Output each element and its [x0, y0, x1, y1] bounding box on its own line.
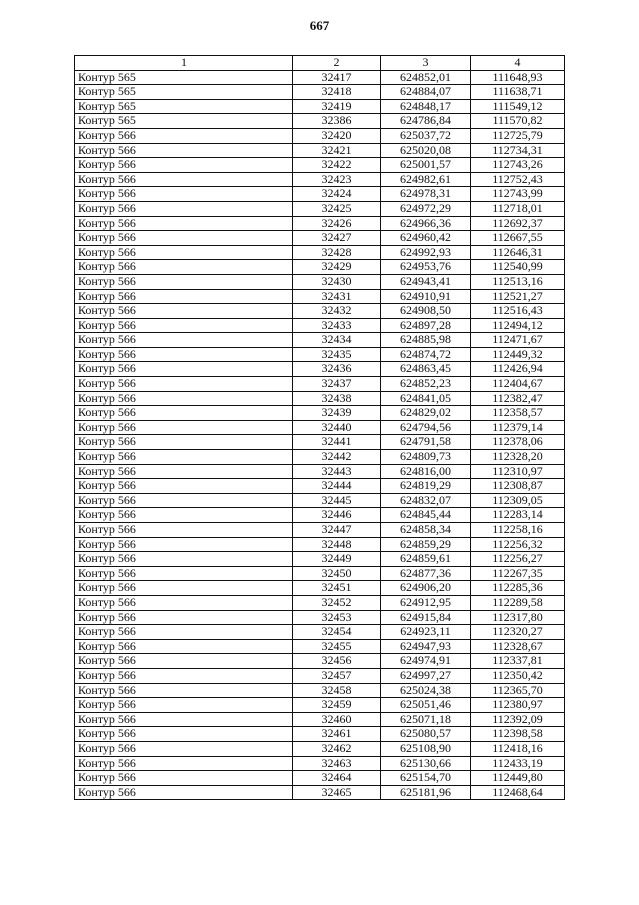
- table-row: [75, 698, 565, 713]
- x-coordinate-cell: 624997,27: [381, 668, 471, 683]
- point-number-cell: 32460: [293, 712, 381, 727]
- contour-name-cell: Контур 566: [75, 420, 293, 435]
- contour-name-cell: Контур 566: [75, 231, 293, 246]
- table-row: [75, 712, 565, 727]
- y-coordinate-cell: 111648,93: [471, 70, 565, 85]
- x-coordinate-cell: 624809,73: [381, 450, 471, 465]
- x-coordinate-cell: 624791,58: [381, 435, 471, 450]
- table-row: [75, 70, 565, 85]
- contour-name-cell: Контур 566: [75, 187, 293, 202]
- table-row: [75, 420, 565, 435]
- table-row: [75, 450, 565, 465]
- table-row: [75, 231, 565, 246]
- y-coordinate-cell: 112256,32: [471, 537, 565, 552]
- contour-name-cell: Контур 566: [75, 450, 293, 465]
- table-row: [75, 318, 565, 333]
- x-coordinate-cell: 624960,42: [381, 231, 471, 246]
- x-coordinate-cell: 624910,91: [381, 289, 471, 304]
- contour-name-cell: Контур 566: [75, 727, 293, 742]
- table-row: [75, 143, 565, 158]
- table-row: [75, 493, 565, 508]
- point-number-cell: 32422: [293, 158, 381, 173]
- point-number-cell: 32461: [293, 727, 381, 742]
- point-number-cell: 32459: [293, 698, 381, 713]
- contour-name-cell: Контур 566: [75, 304, 293, 319]
- y-coordinate-cell: 112358,57: [471, 406, 565, 421]
- x-coordinate-cell: 624848,17: [381, 99, 471, 114]
- x-coordinate-cell: 624897,28: [381, 318, 471, 333]
- point-number-cell: 32464: [293, 771, 381, 786]
- y-coordinate-cell: 112734,31: [471, 143, 565, 158]
- x-coordinate-cell: 624858,34: [381, 523, 471, 538]
- contour-name-cell: Контур 566: [75, 654, 293, 669]
- table-row: [75, 245, 565, 260]
- contour-name-cell: Контур 566: [75, 639, 293, 654]
- table-row: [75, 741, 565, 756]
- y-coordinate-cell: 112404,67: [471, 377, 565, 392]
- table-row: [75, 668, 565, 683]
- table-row: [75, 537, 565, 552]
- point-number-cell: 32447: [293, 523, 381, 538]
- y-coordinate-cell: 112308,87: [471, 479, 565, 494]
- table-row: [75, 595, 565, 610]
- contour-name-cell: Контур 566: [75, 245, 293, 260]
- point-number-cell: 32421: [293, 143, 381, 158]
- table-row: [75, 435, 565, 450]
- point-number-cell: 32451: [293, 581, 381, 596]
- x-coordinate-cell: 624982,61: [381, 172, 471, 187]
- point-number-cell: 32423: [293, 172, 381, 187]
- table-row: [75, 610, 565, 625]
- table-row: [75, 377, 565, 392]
- table-row: [75, 639, 565, 654]
- y-coordinate-cell: 112309,05: [471, 493, 565, 508]
- point-number-cell: 32445: [293, 493, 381, 508]
- x-coordinate-cell: 624845,44: [381, 508, 471, 523]
- point-number-cell: 32438: [293, 391, 381, 406]
- contour-name-cell: Контур 566: [75, 362, 293, 377]
- y-coordinate-cell: 112289,58: [471, 595, 565, 610]
- contour-name-cell: Контур 566: [75, 289, 293, 304]
- y-coordinate-cell: 112752,43: [471, 172, 565, 187]
- table-row: [75, 187, 565, 202]
- y-coordinate-cell: 112471,67: [471, 333, 565, 348]
- table-row: [75, 785, 565, 800]
- table-row: [75, 625, 565, 640]
- y-coordinate-cell: 112350,42: [471, 668, 565, 683]
- table-body: [75, 56, 565, 800]
- point-number-cell: 32442: [293, 450, 381, 465]
- x-coordinate-cell: 624832,07: [381, 493, 471, 508]
- y-coordinate-cell: 112426,94: [471, 362, 565, 377]
- table-row: [75, 479, 565, 494]
- contour-name-cell: Контур 566: [75, 347, 293, 362]
- contour-name-cell: Контур 566: [75, 201, 293, 216]
- y-coordinate-cell: 112256,27: [471, 552, 565, 567]
- x-coordinate-cell: 624877,36: [381, 566, 471, 581]
- contour-name-cell: Контур 566: [75, 610, 293, 625]
- contour-name-cell: Контур 566: [75, 508, 293, 523]
- point-number-cell: 32429: [293, 260, 381, 275]
- point-number-cell: 32436: [293, 362, 381, 377]
- x-coordinate-cell: 625130,66: [381, 756, 471, 771]
- table-row: [75, 289, 565, 304]
- contour-name-cell: Контур 566: [75, 625, 293, 640]
- column-header-4: 4: [471, 56, 565, 71]
- point-number-cell: 32450: [293, 566, 381, 581]
- point-number-cell: 32433: [293, 318, 381, 333]
- x-coordinate-cell: 624947,93: [381, 639, 471, 654]
- point-number-cell: 32463: [293, 756, 381, 771]
- contour-name-cell: Контур 566: [75, 581, 293, 596]
- point-number-cell: 32446: [293, 508, 381, 523]
- x-coordinate-cell: 624912,95: [381, 595, 471, 610]
- x-coordinate-cell: 624863,45: [381, 362, 471, 377]
- table-row: [75, 201, 565, 216]
- table-row: [75, 114, 565, 129]
- point-number-cell: 32453: [293, 610, 381, 625]
- table-row: [75, 99, 565, 114]
- y-coordinate-cell: 112743,99: [471, 187, 565, 202]
- contour-name-cell: Контур 566: [75, 391, 293, 406]
- table-row: [75, 391, 565, 406]
- contour-name-cell: Контур 566: [75, 260, 293, 275]
- contour-name-cell: Контур 566: [75, 756, 293, 771]
- y-coordinate-cell: 112418,16: [471, 741, 565, 756]
- point-number-cell: 32455: [293, 639, 381, 654]
- table-row: [75, 406, 565, 421]
- y-coordinate-cell: 112398,58: [471, 727, 565, 742]
- contour-name-cell: Контур 566: [75, 493, 293, 508]
- table-row: [75, 581, 565, 596]
- y-coordinate-cell: 112667,55: [471, 231, 565, 246]
- contour-name-cell: Контур 566: [75, 785, 293, 800]
- x-coordinate-cell: 624966,36: [381, 216, 471, 231]
- y-coordinate-cell: 112258,16: [471, 523, 565, 538]
- y-coordinate-cell: 112378,06: [471, 435, 565, 450]
- x-coordinate-cell: 624992,93: [381, 245, 471, 260]
- table-row: [75, 158, 565, 173]
- point-number-cell: 32444: [293, 479, 381, 494]
- y-coordinate-cell: 112540,99: [471, 260, 565, 275]
- x-coordinate-cell: 624852,23: [381, 377, 471, 392]
- point-number-cell: 32424: [293, 187, 381, 202]
- point-number-cell: 32458: [293, 683, 381, 698]
- x-coordinate-cell: 624841,05: [381, 391, 471, 406]
- contour-name-cell: Контур 565: [75, 114, 293, 129]
- table-row: [75, 523, 565, 538]
- point-number-cell: 32430: [293, 274, 381, 289]
- contour-name-cell: Контур 566: [75, 566, 293, 581]
- point-number-cell: 32426: [293, 216, 381, 231]
- contour-name-cell: Контур 566: [75, 464, 293, 479]
- contour-name-cell: Контур 566: [75, 668, 293, 683]
- contour-name-cell: Контур 566: [75, 523, 293, 538]
- point-number-cell: 32435: [293, 347, 381, 362]
- y-coordinate-cell: 112379,14: [471, 420, 565, 435]
- y-coordinate-cell: 112392,09: [471, 712, 565, 727]
- column-header-2: 2: [293, 56, 381, 71]
- y-coordinate-cell: 112380,97: [471, 698, 565, 713]
- point-number-cell: 32439: [293, 406, 381, 421]
- x-coordinate-cell: 624819,29: [381, 479, 471, 494]
- x-coordinate-cell: 625181,96: [381, 785, 471, 800]
- point-number-cell: 32462: [293, 741, 381, 756]
- y-coordinate-cell: 112267,35: [471, 566, 565, 581]
- table-row: [75, 347, 565, 362]
- contour-name-cell: Контур 566: [75, 216, 293, 231]
- x-coordinate-cell: 624953,76: [381, 260, 471, 275]
- y-coordinate-cell: 112743,26: [471, 158, 565, 173]
- column-header-1: 1: [75, 56, 293, 71]
- contour-name-cell: Контур 565: [75, 85, 293, 100]
- table-row: [75, 727, 565, 742]
- x-coordinate-cell: 624794,56: [381, 420, 471, 435]
- table-row: [75, 85, 565, 100]
- y-coordinate-cell: 112317,80: [471, 610, 565, 625]
- point-number-cell: 32465: [293, 785, 381, 800]
- point-number-cell: 32452: [293, 595, 381, 610]
- table-row: [75, 128, 565, 143]
- y-coordinate-cell: 112433,19: [471, 756, 565, 771]
- column-header-3: 3: [381, 56, 471, 71]
- contour-name-cell: Контур 566: [75, 552, 293, 567]
- point-number-cell: 32456: [293, 654, 381, 669]
- contour-name-cell: Контур 566: [75, 595, 293, 610]
- contour-name-cell: Контур 566: [75, 172, 293, 187]
- y-coordinate-cell: 111638,71: [471, 85, 565, 100]
- table-row: [75, 172, 565, 187]
- point-number-cell: 32443: [293, 464, 381, 479]
- x-coordinate-cell: 625001,57: [381, 158, 471, 173]
- point-number-cell: 32440: [293, 420, 381, 435]
- contour-name-cell: Контур 566: [75, 406, 293, 421]
- table-row: [75, 756, 565, 771]
- y-coordinate-cell: 112328,20: [471, 450, 565, 465]
- y-coordinate-cell: 111549,12: [471, 99, 565, 114]
- contour-name-cell: Контур 566: [75, 274, 293, 289]
- contour-name-cell: Контур 566: [75, 435, 293, 450]
- x-coordinate-cell: 624923,11: [381, 625, 471, 640]
- y-coordinate-cell: 112718,01: [471, 201, 565, 216]
- x-coordinate-cell: 624915,84: [381, 610, 471, 625]
- table-row: [75, 566, 565, 581]
- point-number-cell: 32454: [293, 625, 381, 640]
- x-coordinate-cell: 624972,29: [381, 201, 471, 216]
- contour-name-cell: Контур 566: [75, 741, 293, 756]
- table-row: [75, 683, 565, 698]
- x-coordinate-cell: 625108,90: [381, 741, 471, 756]
- y-coordinate-cell: 112382,47: [471, 391, 565, 406]
- contour-name-cell: Контур 566: [75, 683, 293, 698]
- table-row: [75, 362, 565, 377]
- x-coordinate-cell: 624859,61: [381, 552, 471, 567]
- point-number-cell: 32431: [293, 289, 381, 304]
- x-coordinate-cell: 624943,41: [381, 274, 471, 289]
- x-coordinate-cell: 624874,72: [381, 347, 471, 362]
- page-number: 667: [309, 18, 330, 33]
- x-coordinate-cell: 624859,29: [381, 537, 471, 552]
- table-row: [75, 552, 565, 567]
- table-row: [75, 304, 565, 319]
- contour-name-cell: Контур 566: [75, 318, 293, 333]
- contour-name-cell: Контур 566: [75, 698, 293, 713]
- point-number-cell: 32448: [293, 537, 381, 552]
- y-coordinate-cell: 112725,79: [471, 128, 565, 143]
- point-number-cell: 32420: [293, 128, 381, 143]
- table-row: [75, 274, 565, 289]
- x-coordinate-cell: 624829,02: [381, 406, 471, 421]
- y-coordinate-cell: 112310,97: [471, 464, 565, 479]
- y-coordinate-cell: 112449,32: [471, 347, 565, 362]
- contour-name-cell: Контур 565: [75, 99, 293, 114]
- x-coordinate-cell: 625020,08: [381, 143, 471, 158]
- table-row: [75, 333, 565, 348]
- x-coordinate-cell: 625051,46: [381, 698, 471, 713]
- contour-name-cell: Контур 566: [75, 377, 293, 392]
- x-coordinate-cell: 624978,31: [381, 187, 471, 202]
- point-number-cell: 32428: [293, 245, 381, 260]
- point-number-cell: 32386: [293, 114, 381, 129]
- x-coordinate-cell: 625154,70: [381, 771, 471, 786]
- y-coordinate-cell: 112513,16: [471, 274, 565, 289]
- x-coordinate-cell: 624816,00: [381, 464, 471, 479]
- contour-name-cell: Контур 566: [75, 158, 293, 173]
- y-coordinate-cell: 112494,12: [471, 318, 565, 333]
- x-coordinate-cell: 624908,50: [381, 304, 471, 319]
- table-row: [75, 508, 565, 523]
- y-coordinate-cell: 112285,36: [471, 581, 565, 596]
- point-number-cell: 32419: [293, 99, 381, 114]
- y-coordinate-cell: 111570,82: [471, 114, 565, 129]
- y-coordinate-cell: 112337,81: [471, 654, 565, 669]
- y-coordinate-cell: 112521,27: [471, 289, 565, 304]
- y-coordinate-cell: 112692,37: [471, 216, 565, 231]
- table-header-row: [75, 56, 565, 71]
- point-number-cell: 32418: [293, 85, 381, 100]
- x-coordinate-cell: 625071,18: [381, 712, 471, 727]
- contour-name-cell: Контур 565: [75, 70, 293, 85]
- table-row: [75, 216, 565, 231]
- contour-name-cell: Контур 566: [75, 479, 293, 494]
- y-coordinate-cell: 112283,14: [471, 508, 565, 523]
- point-number-cell: 32434: [293, 333, 381, 348]
- contour-name-cell: Контур 566: [75, 537, 293, 552]
- x-coordinate-cell: 625037,72: [381, 128, 471, 143]
- x-coordinate-cell: 624885,98: [381, 333, 471, 348]
- point-number-cell: 32449: [293, 552, 381, 567]
- y-coordinate-cell: 112516,43: [471, 304, 565, 319]
- y-coordinate-cell: 112646,31: [471, 245, 565, 260]
- y-coordinate-cell: 112365,70: [471, 683, 565, 698]
- coordinates-table: [74, 55, 565, 800]
- x-coordinate-cell: 624786,84: [381, 114, 471, 129]
- y-coordinate-cell: 112468,64: [471, 785, 565, 800]
- contour-name-cell: Контур 566: [75, 712, 293, 727]
- contour-name-cell: Контур 566: [75, 143, 293, 158]
- x-coordinate-cell: 625024,38: [381, 683, 471, 698]
- point-number-cell: 32427: [293, 231, 381, 246]
- x-coordinate-cell: 625080,57: [381, 727, 471, 742]
- contour-name-cell: Контур 566: [75, 333, 293, 348]
- table-row: [75, 654, 565, 669]
- point-number-cell: 32417: [293, 70, 381, 85]
- x-coordinate-cell: 624884,07: [381, 85, 471, 100]
- y-coordinate-cell: 112320,27: [471, 625, 565, 640]
- y-coordinate-cell: 112328,67: [471, 639, 565, 654]
- contour-name-cell: Контур 566: [75, 128, 293, 143]
- x-coordinate-cell: 624974,91: [381, 654, 471, 669]
- point-number-cell: 32437: [293, 377, 381, 392]
- table-row: [75, 464, 565, 479]
- point-number-cell: 32457: [293, 668, 381, 683]
- table-row: [75, 771, 565, 786]
- y-coordinate-cell: 112449,80: [471, 771, 565, 786]
- point-number-cell: 32432: [293, 304, 381, 319]
- x-coordinate-cell: 624852,01: [381, 70, 471, 85]
- point-number-cell: 32441: [293, 435, 381, 450]
- x-coordinate-cell: 624906,20: [381, 581, 471, 596]
- point-number-cell: 32425: [293, 201, 381, 216]
- table-row: [75, 260, 565, 275]
- contour-name-cell: Контур 566: [75, 771, 293, 786]
